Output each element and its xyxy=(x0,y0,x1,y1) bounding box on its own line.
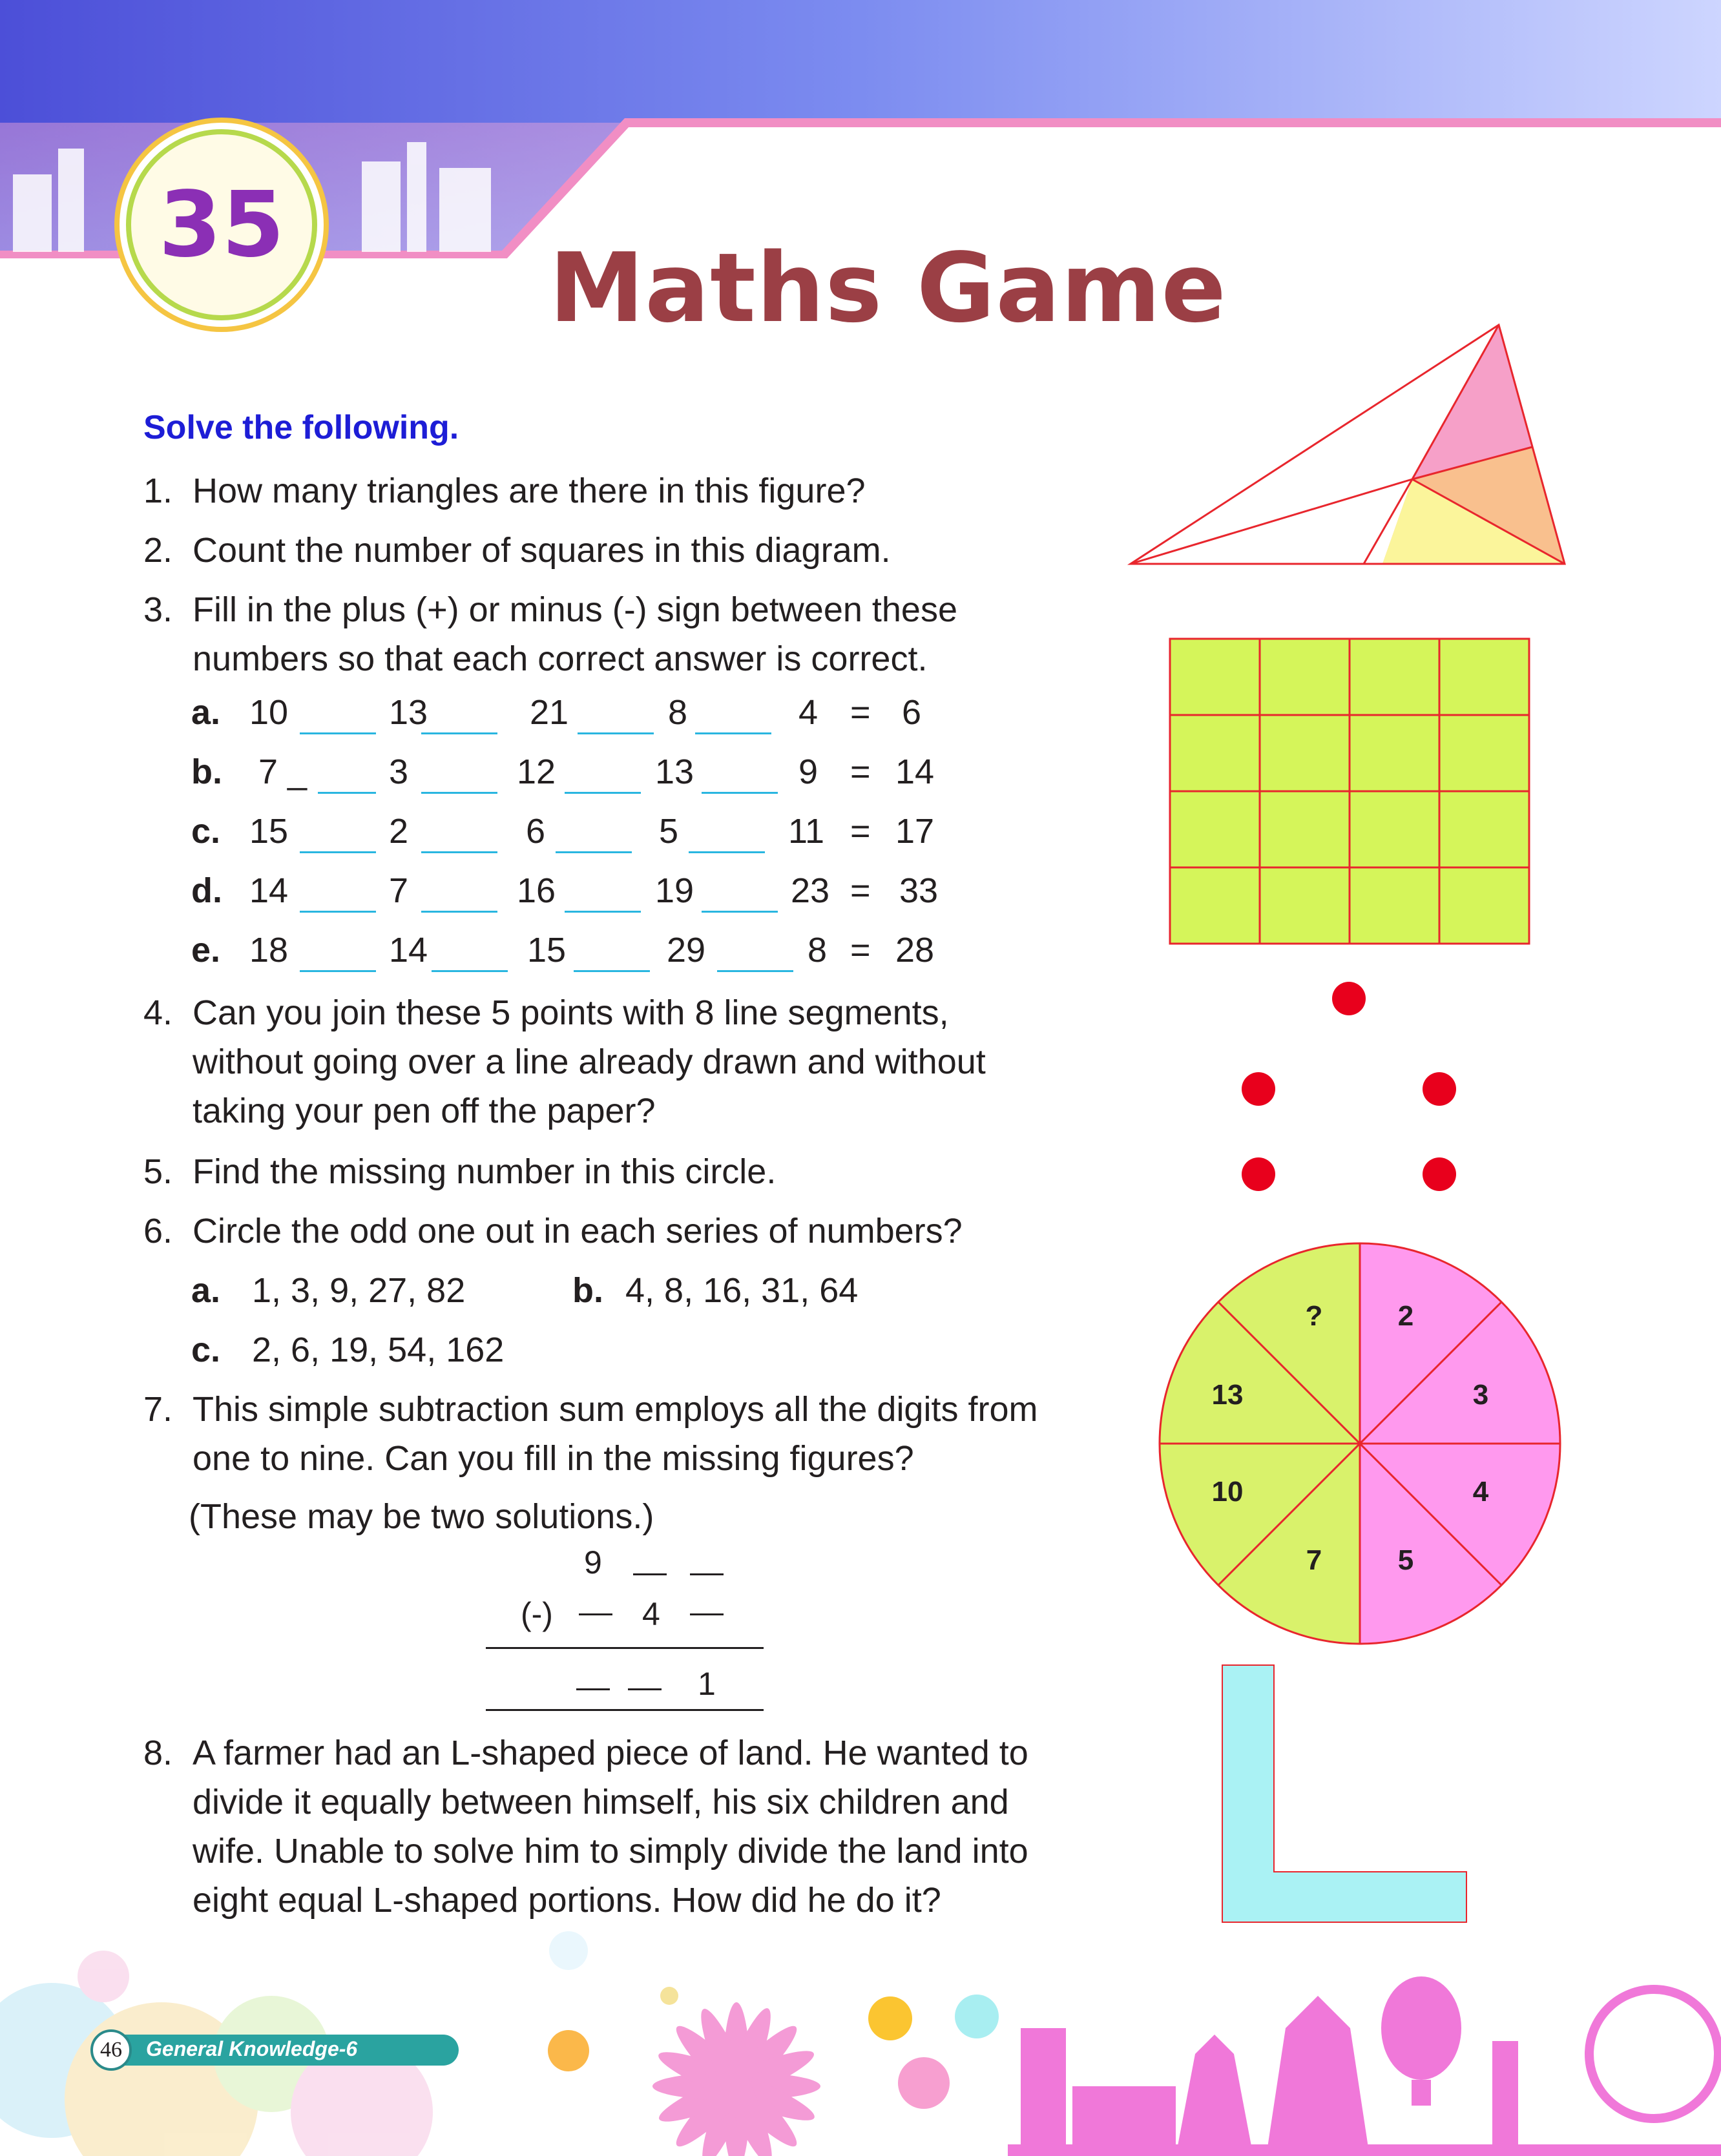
number: 7 xyxy=(389,871,409,910)
equals-sign: = xyxy=(850,693,871,732)
question-5 xyxy=(143,1147,1112,1199)
footer-tag xyxy=(90,2029,375,2071)
sum-rule xyxy=(486,1647,764,1649)
result: 28 xyxy=(895,931,935,969)
chapter-badge xyxy=(126,129,317,320)
number: 8 xyxy=(668,693,688,732)
number: 3 xyxy=(389,752,409,791)
equals-sign: = xyxy=(850,812,871,851)
question-number: 1. xyxy=(143,472,173,510)
question-text: eight equal L-shaped portions. How did he do it? xyxy=(193,1881,941,1920)
question-text: Fill in the plus (+) or minus (-) sign between these xyxy=(193,590,957,629)
triangle-figure xyxy=(1124,320,1576,572)
number: 15 xyxy=(249,812,289,851)
answer-blank[interactable] xyxy=(421,911,497,913)
series-text: 4, 8, 16, 31, 64 xyxy=(625,1271,859,1310)
number: 10 xyxy=(249,693,289,732)
squares-grid xyxy=(1168,637,1531,946)
missing-digit-blank[interactable] xyxy=(576,1688,610,1690)
question-text: divide it equally between himself, his six children and xyxy=(193,1783,1009,1821)
question-text: This simple subtraction sum employs all the digits from xyxy=(193,1390,1038,1429)
book-title: General Knowledge-6 xyxy=(146,2037,358,2060)
answer-blank[interactable] xyxy=(432,970,508,972)
number: 14 xyxy=(249,871,289,910)
series-label: a. xyxy=(191,1271,221,1310)
series-text: 2, 6, 19, 54, 162 xyxy=(252,1331,505,1369)
sign-row-c xyxy=(191,811,966,860)
series-row-1 xyxy=(191,1266,1031,1318)
question-number: 2. xyxy=(143,531,173,570)
question-text: A farmer had an L-shaped piece of land. He wanted to xyxy=(193,1734,1028,1772)
answer-blank[interactable] xyxy=(717,970,793,972)
question-number: 8. xyxy=(143,1734,173,1772)
number: 15 xyxy=(527,931,567,969)
result: 6 xyxy=(902,693,922,732)
answer-blank[interactable] xyxy=(565,911,641,913)
digit-middle: 4 xyxy=(642,1596,660,1632)
circle-puzzle-graphic xyxy=(1156,1240,1563,1647)
question-6 xyxy=(143,1207,1112,1258)
question-text: without going over a line already drawn and without xyxy=(193,1042,986,1081)
minus-sign: (-) xyxy=(521,1596,553,1632)
missing-digit-blank[interactable] xyxy=(690,1573,724,1575)
five-points-figure xyxy=(1227,975,1473,1195)
circle-value: 3 xyxy=(1472,1379,1489,1411)
number: 23 xyxy=(791,871,830,910)
footer-decoration xyxy=(0,1783,1721,2156)
number: 7 _ xyxy=(258,752,308,791)
sign-rows xyxy=(191,692,966,990)
circle-value: 2 xyxy=(1397,1300,1414,1332)
question-text: taking your pen off the paper? xyxy=(193,1092,656,1130)
question-text: numbers so that each correct answer is correct. xyxy=(193,639,928,678)
answer-blank[interactable] xyxy=(695,732,771,734)
series-text: 1, 3, 9, 27, 82 xyxy=(252,1271,466,1310)
row-label: c. xyxy=(191,812,221,851)
answer-blank[interactable] xyxy=(565,792,641,794)
answer-blank[interactable] xyxy=(689,851,765,853)
number: 2 xyxy=(389,812,409,851)
equals-sign: = xyxy=(850,931,871,969)
answer-blank[interactable] xyxy=(578,732,654,734)
circle-value: 10 xyxy=(1211,1476,1244,1508)
point-dot xyxy=(1242,1072,1275,1106)
instruction-heading: Solve the following. xyxy=(143,409,459,446)
circle-value: ? xyxy=(1305,1300,1323,1332)
question-number: 4. xyxy=(143,993,173,1032)
answer-blank[interactable] xyxy=(421,792,497,794)
question-text: wife. Unable to solve him to simply divide the land into xyxy=(193,1832,1028,1871)
question-text: Count the number of squares in this diagram. xyxy=(193,531,891,570)
missing-digit-blank[interactable] xyxy=(579,1613,612,1615)
question-7 xyxy=(143,1385,1112,1540)
question-3 xyxy=(143,585,1112,689)
answer-blank[interactable] xyxy=(318,792,376,794)
question-4 xyxy=(143,988,1112,1143)
question-text: one to nine. Can you fill in the missing figures? xyxy=(193,1439,914,1478)
question-text: Find the missing number in this circle. xyxy=(193,1152,777,1191)
missing-digit-blank[interactable] xyxy=(633,1573,667,1575)
question-number: 7. xyxy=(143,1390,173,1429)
chapter-number: 35 xyxy=(158,172,285,278)
question-number: 5. xyxy=(143,1152,173,1191)
number: 19 xyxy=(655,871,694,910)
question-number: 6. xyxy=(143,1212,173,1250)
number: 14 xyxy=(389,931,428,969)
answer-blank[interactable] xyxy=(556,851,632,853)
row-label: d. xyxy=(191,871,222,910)
point-dot xyxy=(1242,1157,1275,1191)
answer-blank[interactable] xyxy=(421,732,497,734)
series-label: c. xyxy=(191,1331,221,1369)
result: 14 xyxy=(895,752,935,791)
point-dot xyxy=(1423,1072,1456,1106)
number: 21 xyxy=(530,693,569,732)
missing-digit-blank[interactable] xyxy=(690,1613,724,1615)
point-dot xyxy=(1423,1157,1456,1191)
question-1 xyxy=(143,466,1112,518)
circle-puzzle xyxy=(1156,1240,1563,1647)
page-title: Maths Game xyxy=(549,233,1227,344)
circle-value: 4 xyxy=(1472,1476,1489,1508)
answer-blank[interactable] xyxy=(421,851,497,853)
number: 13 xyxy=(389,693,428,732)
answer-blank[interactable] xyxy=(300,732,376,734)
number: 12 xyxy=(517,752,556,791)
point-dot xyxy=(1332,982,1366,1015)
number: 29 xyxy=(667,931,706,969)
sign-row-d xyxy=(191,871,966,920)
number: 11 xyxy=(788,812,825,851)
circle-dividers xyxy=(1160,1243,1560,1644)
question-text: (These may be two solutions.) xyxy=(189,1497,654,1536)
sign-row-e xyxy=(191,930,966,979)
question-2 xyxy=(143,526,1112,577)
number: 5 xyxy=(659,812,679,851)
row-label: e. xyxy=(191,931,221,969)
answer-blank[interactable] xyxy=(300,911,376,913)
row-label: a. xyxy=(191,693,221,732)
number: 18 xyxy=(249,931,289,969)
question-number: 3. xyxy=(143,590,173,629)
equals-sign: = xyxy=(850,752,871,791)
series-row-2 xyxy=(191,1325,1031,1377)
question-text: Circle the odd one out in each series of numbers? xyxy=(193,1212,963,1250)
sum-rule xyxy=(486,1709,764,1711)
answer-blank[interactable] xyxy=(300,851,376,853)
answer-blank[interactable] xyxy=(300,970,376,972)
result: 33 xyxy=(899,871,939,910)
number: 6 xyxy=(526,812,546,851)
circle-value: 13 xyxy=(1211,1379,1244,1411)
circle-value: 7 xyxy=(1306,1544,1322,1576)
page-number: 46 xyxy=(90,2029,132,2071)
number: 16 xyxy=(517,871,556,910)
result: 17 xyxy=(895,812,935,851)
missing-digit-blank[interactable] xyxy=(628,1688,662,1690)
question-text: How many triangles are there in this figure? xyxy=(193,472,866,510)
answer-blank[interactable] xyxy=(702,911,778,913)
subtraction-sum xyxy=(478,1540,775,1714)
circle-value: 5 xyxy=(1397,1544,1414,1576)
number: 13 xyxy=(655,752,694,791)
answer-blank[interactable] xyxy=(702,792,778,794)
series-label: b. xyxy=(572,1271,603,1310)
sign-row-a xyxy=(191,692,966,741)
digit-top: 9 xyxy=(584,1544,602,1581)
digit-bottom: 1 xyxy=(698,1666,716,1702)
number: 4 xyxy=(798,693,819,732)
number: 9 xyxy=(798,752,819,791)
answer-blank[interactable] xyxy=(574,970,650,972)
row-label: b. xyxy=(191,752,222,791)
equals-sign: = xyxy=(850,871,871,910)
number: 8 xyxy=(808,931,828,969)
sign-row-b xyxy=(191,752,966,801)
question-text: Can you join these 5 points with 8 line segments, xyxy=(193,993,949,1032)
